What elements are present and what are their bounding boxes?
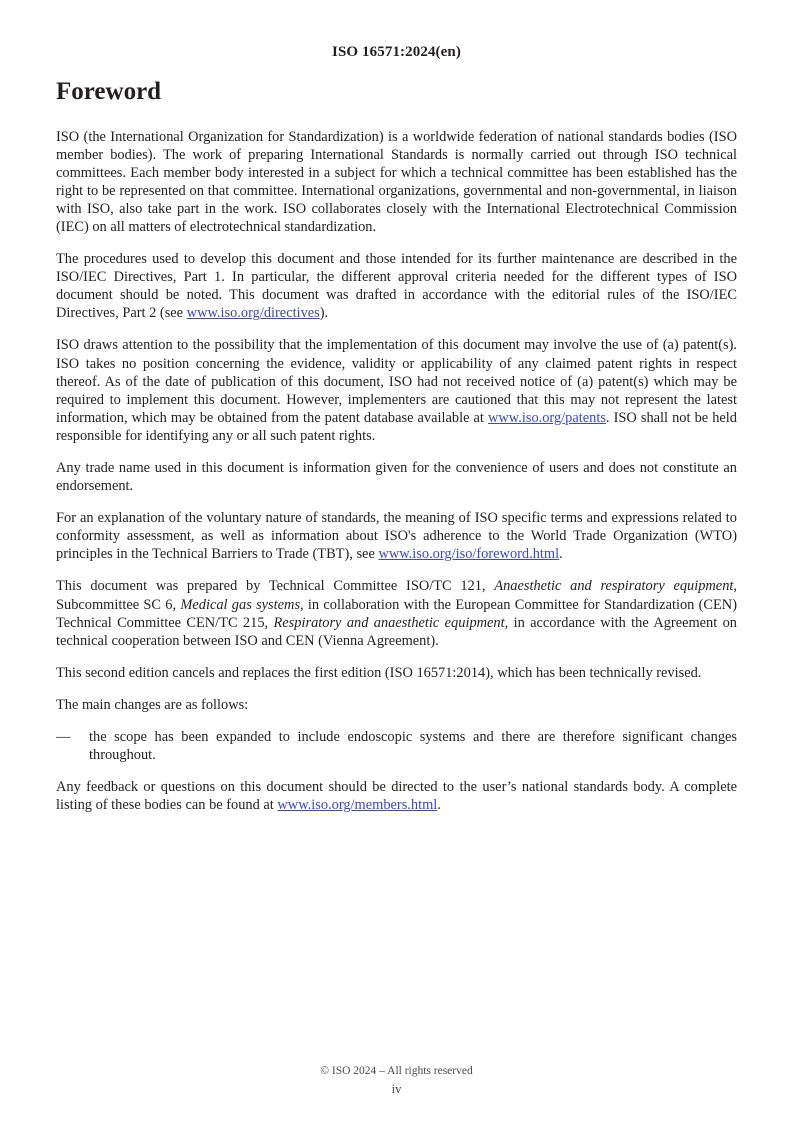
paragraph-trade-name: Any trade name used in this document is information given for the convenience of users and does not constitute an endorsement. <box>56 460 737 495</box>
committee-text-3: , in collaboration with the European Committee for Standardization (CEN) Technical Committee CEN/TC 215, <box>56 596 737 631</box>
list-item <box>56 728 737 764</box>
page-title: Foreword <box>56 78 162 105</box>
paragraph-patents <box>56 336 737 445</box>
paragraph-patents-text-before: ISO draws attention to the possibility that the implementation of this document may involve the use of (a) patent(s). ISO takes no position concerning the evidence, validity or applicability of any claimed patent rights in respect thereof. As of the date of publication of this document, ISO had not received notice of (a) patent(s) which may be required to implement this document. However, implementers are cautioned that this may not represent the latest information, which may be obtained from the patent database available at <box>56 337 737 426</box>
paragraph-main-changes-intro: The main changes are as follows: <box>56 696 249 713</box>
em-dash-marker-icon: — <box>56 729 71 746</box>
committee-title-tc121: Anaesthetic and respiratory equipment <box>494 578 734 595</box>
paragraph-feedback-text-after: . <box>437 797 441 814</box>
committee-title-cen-tc215: Respiratory and anaesthetic equipment, <box>273 614 509 631</box>
committee-text-1: This document was prepared by Technical Committee ISO/TC 121, <box>56 578 495 595</box>
paragraph-iso-description: ISO (the International Organization for Standardization) is a worldwide federation of national standards bodies (ISO member bodies). The work of preparing International Standards is normally carried out through ISO technical committees. Each member body interested in a subject for which a technical committee has been established has the right to be represented on that committee. International organizations, governmental and non-governmental, in liaison with ISO, also take part in the work. ISO collaborates closely with the International Electrotechnical Commission (IEC) on all matters of electrotechnical standardization. <box>56 128 737 235</box>
paragraph-feedback-text-before: Any feedback or questions on this document should be directed to the user’s national standards body. A complete listing of these bodies can be found at <box>56 779 737 814</box>
committee-text-4: in accordance with the Agreement on technical cooperation between ISO and CEN (Vienna Agreement). <box>56 614 737 649</box>
paragraph-voluntary-text-before: For an explanation of the voluntary nature of standards, the meaning of ISO specific terms and expressions related to conformity assessment, as well as information about ISO's adherence to the World Trade Organization (WTO) principles in the Technical Barriers to Trade (TBT), see <box>56 510 737 563</box>
link-iso-directives[interactable]: www.iso.org/directives <box>186 305 320 322</box>
paragraph-procedures <box>56 250 737 322</box>
footer-copyright: © ISO 2024 – All rights reserved <box>320 1065 473 1077</box>
paragraph-patents-text-after: . ISO shall not be held responsible for identifying any or all such patent rights. <box>56 409 738 444</box>
link-iso-patents[interactable]: www.iso.org/patents <box>488 409 606 426</box>
committee-text-2: , Subcommittee SC 6, <box>56 578 738 613</box>
document-body <box>56 78 737 814</box>
running-head: ISO 16571:2024(en) <box>332 44 461 60</box>
paragraph-voluntary-text-after: . <box>559 546 563 563</box>
committee-title-sc6: Medical gas systems <box>180 596 301 613</box>
paragraph-voluntary-nature <box>56 509 737 563</box>
link-iso-members[interactable]: www.iso.org/members.html <box>277 797 438 814</box>
paragraph-procedures-text-before: The procedures used to develop this document and those intended for its further maintenance are described in the ISO/IEC Directives, Part 1. In particular, the different approval criteria needed for the different types of ISO document should be noted. This document was drafted in accordance with the editorial rules of the ISO/IEC Directives, Part 2 (see <box>56 251 737 322</box>
paragraph-committee <box>56 577 737 649</box>
link-iso-foreword[interactable]: www.iso.org/iso/foreword.html <box>378 546 560 563</box>
list-item-text: the scope has been expanded to include endoscopic systems and there are therefore significant changes throughout. <box>89 729 737 764</box>
paragraph-second-edition: This second edition cancels and replaces the first edition (ISO 16571:2014), which has been technically revised. <box>56 664 702 681</box>
footer-page-number: iv <box>391 1082 402 1096</box>
paragraph-feedback <box>56 778 737 814</box>
paragraph-procedures-text-after: ). <box>319 305 329 322</box>
